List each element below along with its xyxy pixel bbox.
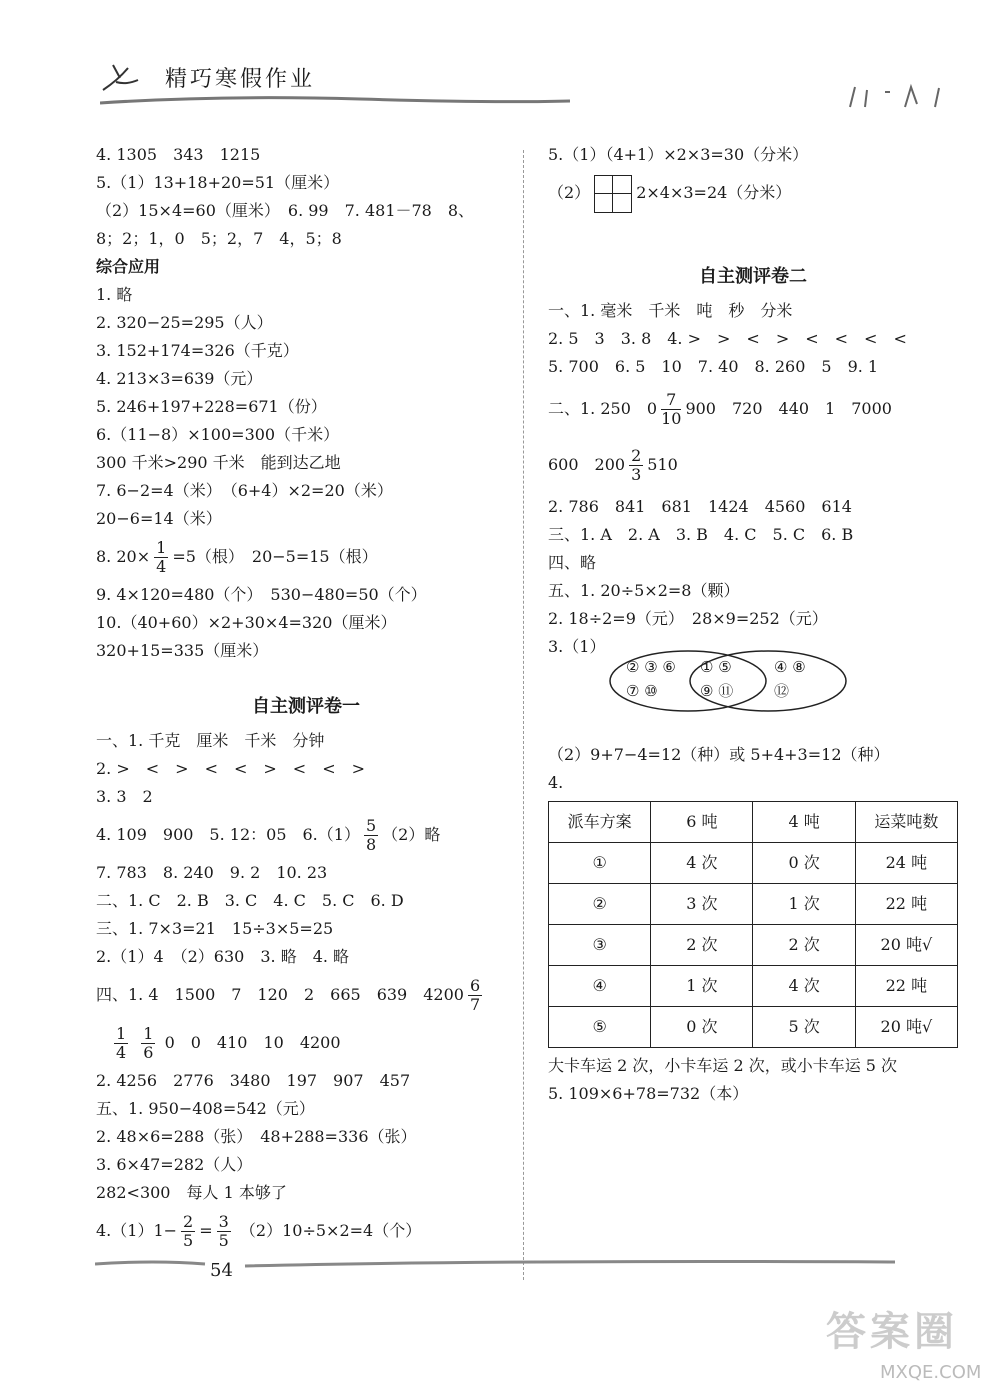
answer-line: 大卡车运 2 次，小卡车运 2 次，或小卡车运 5 次: [548, 1056, 898, 1075]
answer-line: 2. 48×6=288（张） 48+288=336（张）: [96, 1127, 417, 1146]
answer-line: 2. 5 3 3. 8 4. > > < > < < < <: [548, 329, 907, 348]
table-cell: 2 次: [753, 925, 855, 966]
answer-line-fraction: 4. 109 900 5. 12：05 6.（1） $\frac{5}{8}$ （2）略: [96, 816, 441, 854]
leaf-decoration-icon: [98, 60, 148, 100]
book-title: 精巧寒假作业: [165, 67, 316, 92]
table-cell: ③: [549, 925, 651, 966]
header-scribble-icon: [845, 82, 965, 112]
answer-line: 三、1. A 2. A 3. B 4. C 5. C 6. B: [548, 525, 854, 544]
left-column: [96, 141, 516, 1255]
venn-diagram: [548, 658, 958, 741]
test-title-1: 自主测评卷一: [252, 696, 360, 717]
table-cell: 0 次: [651, 1007, 753, 1048]
table-header-cell: 派车方案: [549, 802, 651, 843]
watermark-url: MXQE.COM: [880, 1362, 982, 1383]
answer-line: 282<300 每人 1 本够了: [96, 1183, 287, 1202]
table-cell: ①: [549, 843, 651, 884]
answer-line: 5. 109×6+78=732（本）: [548, 1084, 749, 1103]
test-title-2: 自主测评卷二: [699, 266, 807, 287]
answer-line: 5. 700 6. 5 10 7. 40 8. 260 5 9. 1: [548, 357, 879, 376]
answer-line: 4. 1305 343 1215: [96, 145, 261, 164]
answer-line: （2）9+7−4=12（种）或 5+4+3=12（种）: [548, 745, 890, 764]
answer-line: 5.（1）13+18+20=51（厘米）: [96, 173, 340, 192]
answer-line: 2. 18÷2=9（元） 28×9=252（元）: [548, 609, 828, 628]
fraction: $\frac{2}{3}$: [631, 446, 642, 484]
answer-line: 四、略: [548, 553, 597, 572]
table-cell: 4 次: [753, 966, 855, 1007]
answer-line: 一、1. 毫米 千米 吨 秒 分米: [548, 301, 793, 320]
answer-line: 3. 3 2: [96, 787, 153, 806]
table-cell: 5 次: [753, 1007, 855, 1048]
table-cell: 24 吨: [855, 843, 957, 884]
table-cell: 1 次: [651, 966, 753, 1007]
answer-line-fraction: 四、1. 4 1500 7 120 2 665 639 4200 $\frac{6}{7}$: [96, 976, 481, 1014]
answer-line: 2. 320−25=295（人）: [96, 313, 273, 332]
table-cell: 22 吨: [855, 884, 957, 925]
answer-line-fraction: $\frac{1}{4}$ $\frac{1}{6}$ 0 0 410 10 4200: [116, 1024, 341, 1062]
answer-line: 5.（1）（4+1）×2×3=30（分米）: [548, 145, 809, 164]
fraction: $\frac{1}{6}$: [143, 1024, 154, 1062]
answer-line: 9. 4×120=480（个） 530−480=50（个）: [96, 585, 427, 604]
answer-line: 一、1. 千克 厘米 千米 分钟: [96, 731, 325, 750]
table-header-row: [549, 802, 958, 843]
answer-line: 1. 略: [96, 285, 133, 304]
venn-right-set: ④ ⑧ ⑫: [774, 658, 806, 700]
answer-line: 10.（40+60）×2+30×4=320（厘米）: [96, 613, 397, 632]
table-header-cell: 6 吨: [651, 802, 753, 843]
venn-intersection: ① ⑤ ⑨ ⑪: [700, 658, 734, 700]
dispatch-plan-table: [548, 801, 958, 1048]
answer-line: 3.（1）: [548, 637, 606, 656]
answer-line: 五、1. 950−408=542（元）: [96, 1099, 315, 1118]
header-brush-rule: [100, 95, 570, 107]
table-cell: 20 吨√: [855, 925, 957, 966]
table-cell: 20 吨√: [855, 1007, 957, 1048]
column-divider: [523, 150, 524, 1280]
answer-line-fraction: 二、1. 250 0 $\frac{7}{10}$ 900 720 440 1 7000: [548, 390, 892, 428]
fraction: $\frac{1}{4}$: [116, 1024, 127, 1062]
table-cell: 4 次: [651, 843, 753, 884]
table-cell: ④: [549, 966, 651, 1007]
answer-line-grid: （2） 2×4×3=24（分米）: [548, 169, 958, 217]
watermark-logo: 答案圈: [826, 1308, 958, 1355]
fraction: $\frac{6}{7}$: [469, 976, 481, 1014]
answer-line: 3. 6×47=282（人）: [96, 1155, 253, 1174]
page-number: 54: [210, 1260, 233, 1281]
answer-line: 5. 246+197+228=671（份）: [96, 397, 327, 416]
answer-line: 2. 786 841 681 1424 4560 614: [548, 497, 852, 516]
grid-2x2-diagram: [594, 175, 632, 213]
answer-line-fraction: 8. 20× $\frac{1}{4}$ =5（根） 20−5=15（根）: [96, 538, 378, 576]
answer-line: 五、1. 20÷5×2=8（颗）: [548, 581, 740, 600]
table-cell: ②: [549, 884, 651, 925]
answer-line: 4.: [548, 773, 564, 792]
answer-line: 300 千米>290 千米 能到达乙地: [96, 453, 341, 472]
answer-line-fraction: 4.（1）1− $\frac{2}{5}$ = $\frac{3}{5}$ （2）10÷5×2=4（个）: [96, 1212, 422, 1250]
table-row: [549, 843, 958, 884]
answer-line: （2）15×4=60（厘米） 6. 99 7. 481－78 8、: [96, 201, 475, 220]
answer-line: 二、1. C 2. B 3. C 4. C 5. C 6. D: [96, 891, 404, 910]
fraction: $\frac{5}{8}$: [365, 816, 377, 854]
table-header-cell: 4 吨: [753, 802, 855, 843]
fraction: $\frac{1}{4}$: [156, 538, 167, 576]
section-heading: 综合应用: [96, 257, 161, 276]
answer-line-fraction: 600 200 $\frac{2}{3}$ 510: [548, 446, 678, 484]
table-cell: 2 次: [651, 925, 753, 966]
table-cell: 0 次: [753, 843, 855, 884]
answer-line: 8；2；1，0 5；2，7 4，5；8: [96, 229, 342, 248]
answer-line: 4. 213×3=639（元）: [96, 369, 263, 388]
table-cell: ⑤: [549, 1007, 651, 1048]
right-column: [548, 141, 958, 1108]
answer-line: 3. 152+174=326（千克）: [96, 341, 299, 360]
table-row: [549, 925, 958, 966]
answer-line: 7. 6−2=4（米） （6+4）×2=20（米）: [96, 481, 393, 500]
table-cell: 1 次: [753, 884, 855, 925]
table-row: [549, 884, 958, 925]
answer-line: 7. 783 8. 240 9. 2 10. 23: [96, 863, 328, 882]
answer-line: 三、1. 7×3=21 15÷3×5=25: [96, 919, 334, 938]
table-cell: 22 吨: [855, 966, 957, 1007]
venn-left-set: ② ③ ⑥ ⑦ ⑩: [626, 658, 676, 700]
table-row: [549, 1007, 958, 1048]
answer-line: 2. > < > < < > < < >: [96, 759, 366, 778]
table-cell: 3 次: [651, 884, 753, 925]
fraction: $\frac{7}{10}$: [661, 390, 682, 428]
answer-line: 2. 4256 2776 3480 197 907 457: [96, 1071, 411, 1090]
answer-line: 6.（11−8）×100=300（千米）: [96, 425, 340, 444]
fraction: $\frac{3}{5}$: [218, 1212, 229, 1250]
table-header-cell: 运菜吨数: [855, 802, 957, 843]
fraction: $\frac{2}{5}$: [183, 1212, 194, 1250]
answer-line: 20−6=14（米）: [96, 509, 222, 528]
answer-line: 320+15=335（厘米）: [96, 641, 269, 660]
answer-line: 2.（1）4 （2）630 3. 略 4. 略: [96, 947, 350, 966]
table-row: [549, 966, 958, 1007]
